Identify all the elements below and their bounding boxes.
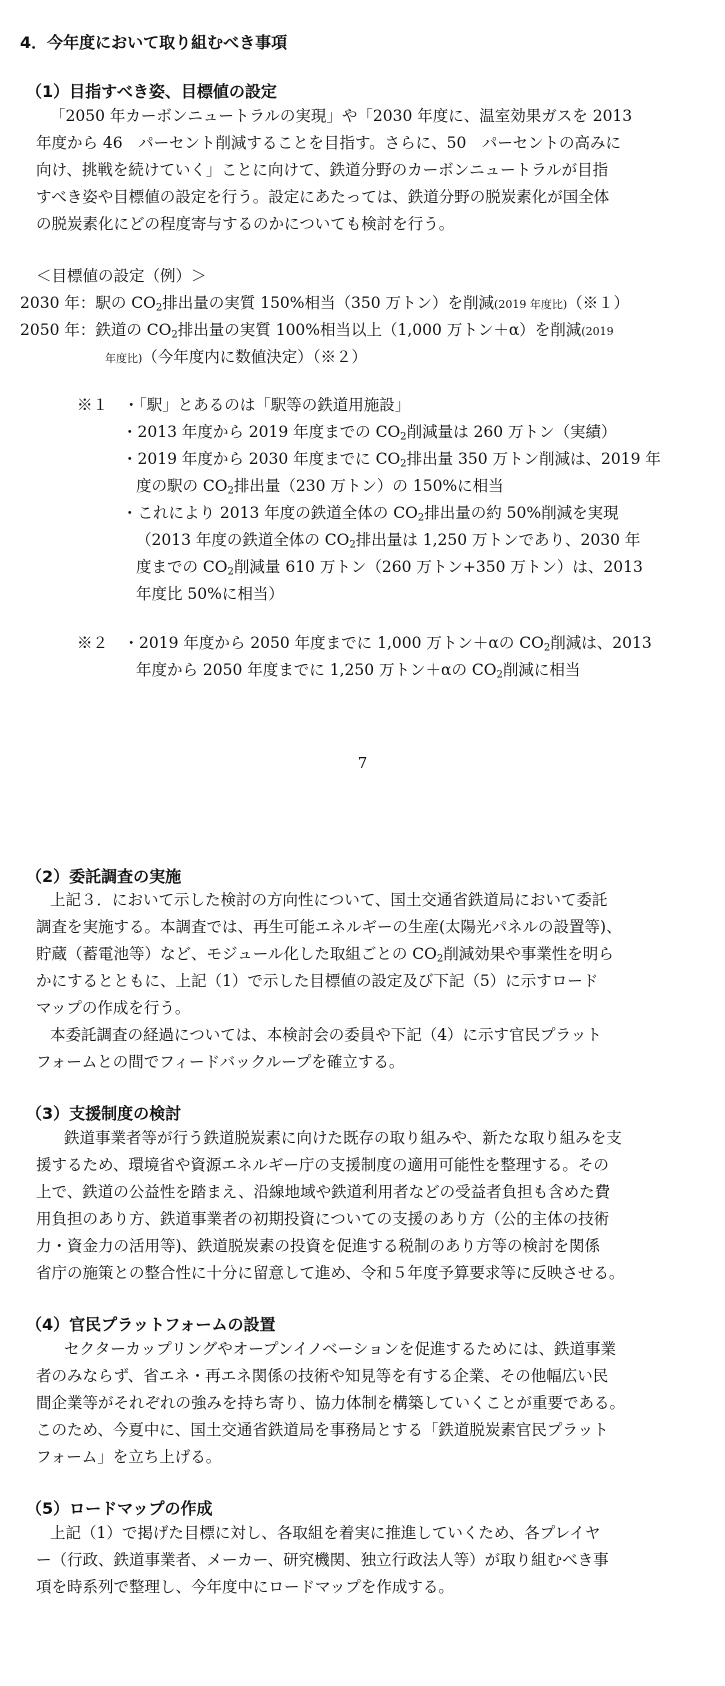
target-2050-continued (105, 344, 367, 372)
note1-line-7 (136, 554, 643, 581)
sec2-line-7: フォームとの間でフィードバックループを確立する。 (36, 1053, 405, 1071)
co2-subscript: 2 (227, 485, 234, 497)
note1-line-4-a: 度の駅の CO (136, 477, 228, 495)
target-2050-baseline-end: 年度比) (105, 352, 143, 365)
note1-line-6-b: 排出量は 1,250 万トンであり、2030 年 (355, 531, 641, 549)
sec3-line-4: 用負担のあり方、鉄道事業者の初期投資についての支援のあり方（公的主体の技術 (36, 1210, 610, 1228)
target-2050 (20, 317, 614, 345)
sec1-paragraph-line-2: 年度から 46 パーセント削減することを目指す。さらに、50 パーセントの高みに (36, 134, 622, 152)
note1-line-3 (122, 446, 661, 473)
sec4-line-3: 間企業等がそれぞれの強みを持ち寄り、協力体制を構築していくことが重要である。 (36, 1394, 626, 1412)
co2-subscript: 2 (400, 458, 407, 470)
sec2-line-2: 調査を実施する。本調査では、再生可能エネルギーの生産(太陽光パネルの設置等)、 (36, 918, 622, 936)
note1-line-3-a: ・2019 年度から 2030 年度までに CO (122, 450, 401, 468)
sec4-line-4: このため、今夏中に、国土交通省鉄道局を事務局とする「鉄道脱炭素官民プラット (36, 1421, 609, 1439)
sec2-title: （2）委託調査の実施 (26, 867, 182, 886)
sec5-line-2: ー（行政、鉄道事業者、メーカー、研究機関、独立行政法人等）が取り組むべき事 (36, 1551, 609, 1569)
sec5-line-3: 項を時系列で整理し、今年度中にロードマップを作成する。 (36, 1578, 454, 1596)
note2-line-2 (136, 657, 580, 684)
sec1-paragraph-line-5: の脱炭素化にどの程度寄与するのかについても検討を行う。 (36, 215, 455, 233)
sec3-line-6: 省庁の施策との整合性に十分に留意して進め、令和５年度予算要求等に反映させる。 (36, 1264, 625, 1282)
target-2050-baseline-start: (2019 (581, 325, 614, 338)
page-number: 7 (357, 754, 368, 772)
note1-line-7-a: 度までの CO (136, 558, 228, 576)
note1-line-4 (136, 473, 504, 500)
note1-line-5 (122, 500, 619, 527)
note2-line-1-a: ※２ ・2019 年度から 2050 年度までに 1,000 万トン＋αの CO (77, 634, 544, 652)
sec2-line-3-a: 貯蔵（蓄電池等）など、モジュール化した取組ごとの CO (36, 945, 437, 963)
target-2030-text-a: 2030 年：駅の CO (20, 294, 156, 312)
sec4-line-1: セクターカップリングやオープンイノベーションを促進するためには、鉄道事業 (64, 1340, 616, 1358)
sec3-line-2: 援するため、環境省や資源エネルギー庁の支援制度の適用可能性を整理する。その (36, 1156, 609, 1174)
note1-line-5-b: 排出量の約 50%削減を実現 (424, 504, 619, 522)
note1-line-2 (122, 419, 617, 446)
note1-line-4-b: 排出量（230 万トン）の 150%に相当 (233, 477, 504, 495)
target-2050-text-a: 2050 年：鉄道の CO (20, 321, 172, 339)
sec5-line-1: 上記（1）で掲げた目標に対し、各取組を着実に推進していくため、各プレイヤ (50, 1524, 601, 1542)
note1-line-5-a: ・これにより 2013 年度の鉄道全体の CO (122, 504, 418, 522)
co2-subscript: 2 (155, 302, 163, 314)
sec2-line-4: かにするとともに、上記（1）で示した目標値の設定及び下記（5）に示すロード (36, 972, 599, 990)
co2-subscript: 2 (227, 566, 234, 578)
note1-line-2-a: ・2013 年度から 2019 年度までの CO (122, 423, 401, 441)
note1-line-7-b: 削減量 610 万トン（260 万トン+350 万トン）は、2013 (233, 558, 643, 576)
co2-subscript: 2 (436, 953, 444, 965)
note2-line-2-b: 削減に相当 (502, 661, 581, 679)
note1-line-2-b: 削減量は 260 万トン（実績） (406, 423, 617, 441)
sec2-line-3 (36, 941, 614, 968)
co2-subscript: 2 (400, 431, 407, 443)
note2-line-2-a: 年度から 2050 年度までに 1,250 万トン＋αの CO (136, 661, 497, 679)
sec3-title: （3）支援制度の検討 (26, 1104, 182, 1123)
sec5-title: （5）ロードマップの作成 (26, 1499, 213, 1518)
target-2030 (20, 290, 629, 318)
co2-subscript: 2 (417, 512, 425, 524)
sec4-title: （4）官民プラットフォームの設置 (26, 1315, 276, 1334)
sec4-line-2: 者のみならず、省エネ・再エネ関係の技術や知見等を有する企業、その他幅広い民 (36, 1367, 609, 1385)
target-2030-text-b: 排出量の実質 150%相当（350 万トン）を削減 (162, 294, 495, 312)
sec1-paragraph-line-1: 「2050 年カーボンニュートラルの実現」や「2030 年度に、温室効果ガスを 2013 (50, 107, 633, 125)
target-2050-text-b: 排出量の実質 100%相当以上（1,000 万トン＋α）を削減 (177, 321, 582, 339)
sec2-line-3-b: 削減効果や事業性を明ら (443, 945, 614, 963)
note2-line-1-b: 削減は、2013 (550, 634, 652, 652)
sec1-paragraph-line-3: 向け、挑戦を続けていく」ことに向けて、鉄道分野のカーボンニュートラルが目指 (36, 161, 609, 179)
note2-line-1 (77, 630, 652, 657)
co2-subscript: 2 (496, 669, 503, 681)
sec1-title: （1）目指すべき姿、目標値の設定 (26, 82, 277, 101)
sec2-line-6: 本委託調査の経過については、本検討会の委員や下記（4）に示す官民プラット (50, 1026, 602, 1044)
note1-line-1: ※１ ・「駅」とあるのは「駅等の鉄道用施設」 (77, 396, 411, 414)
sec4-line-5: フォーム」を立ち上げる。 (36, 1448, 222, 1466)
target-2030-baseline: (2019 年度比) (494, 298, 568, 311)
note1-line-8: 年度比 50%に相当） (136, 585, 284, 603)
note1-line-6-a: （2013 年度の鉄道全体の CO (136, 531, 350, 549)
co2-subscript: 2 (349, 539, 356, 551)
section-heading: 4．今年度において取り組むべき事項 (20, 33, 288, 52)
sec3-line-1: 鉄道事業者等が行う鉄道脱炭素に向けた既存の取り組みや、新たな取り組みを支 (64, 1129, 622, 1147)
sec3-line-5: 力・資金力の活用等)、鉄道脱炭素の投資を促進する税制のあり方等の検討を関係 (36, 1237, 601, 1255)
target-2050-note-ref: （今年度内に数値決定）（※２） (142, 348, 368, 366)
sec1-paragraph-line-4: すべき姿や目標値の設定を行う。設定にあたっては、鉄道分野の脱炭素化が国全体 (36, 188, 610, 206)
note1-line-6 (136, 527, 640, 554)
note1-line-3-b: 排出量 350 万トン削減は、2019 年 (406, 450, 661, 468)
co2-subscript: 2 (543, 642, 551, 654)
sec3-line-3: 上で、鉄道の公益性を踏まえ、沿線地域や鉄道利用者などの受益者負担も含めた費 (36, 1183, 611, 1201)
sec2-line-1: 上記３．において示した検討の方向性について、国土交通省鉄道局において委託 (50, 891, 608, 909)
target-2030-note-ref: （※１） (567, 294, 630, 312)
sec2-line-5: マップの作成を行う。 (36, 999, 191, 1017)
example-title: ＜目標値の設定（例）＞ (36, 267, 207, 285)
co2-subscript: 2 (171, 329, 178, 341)
